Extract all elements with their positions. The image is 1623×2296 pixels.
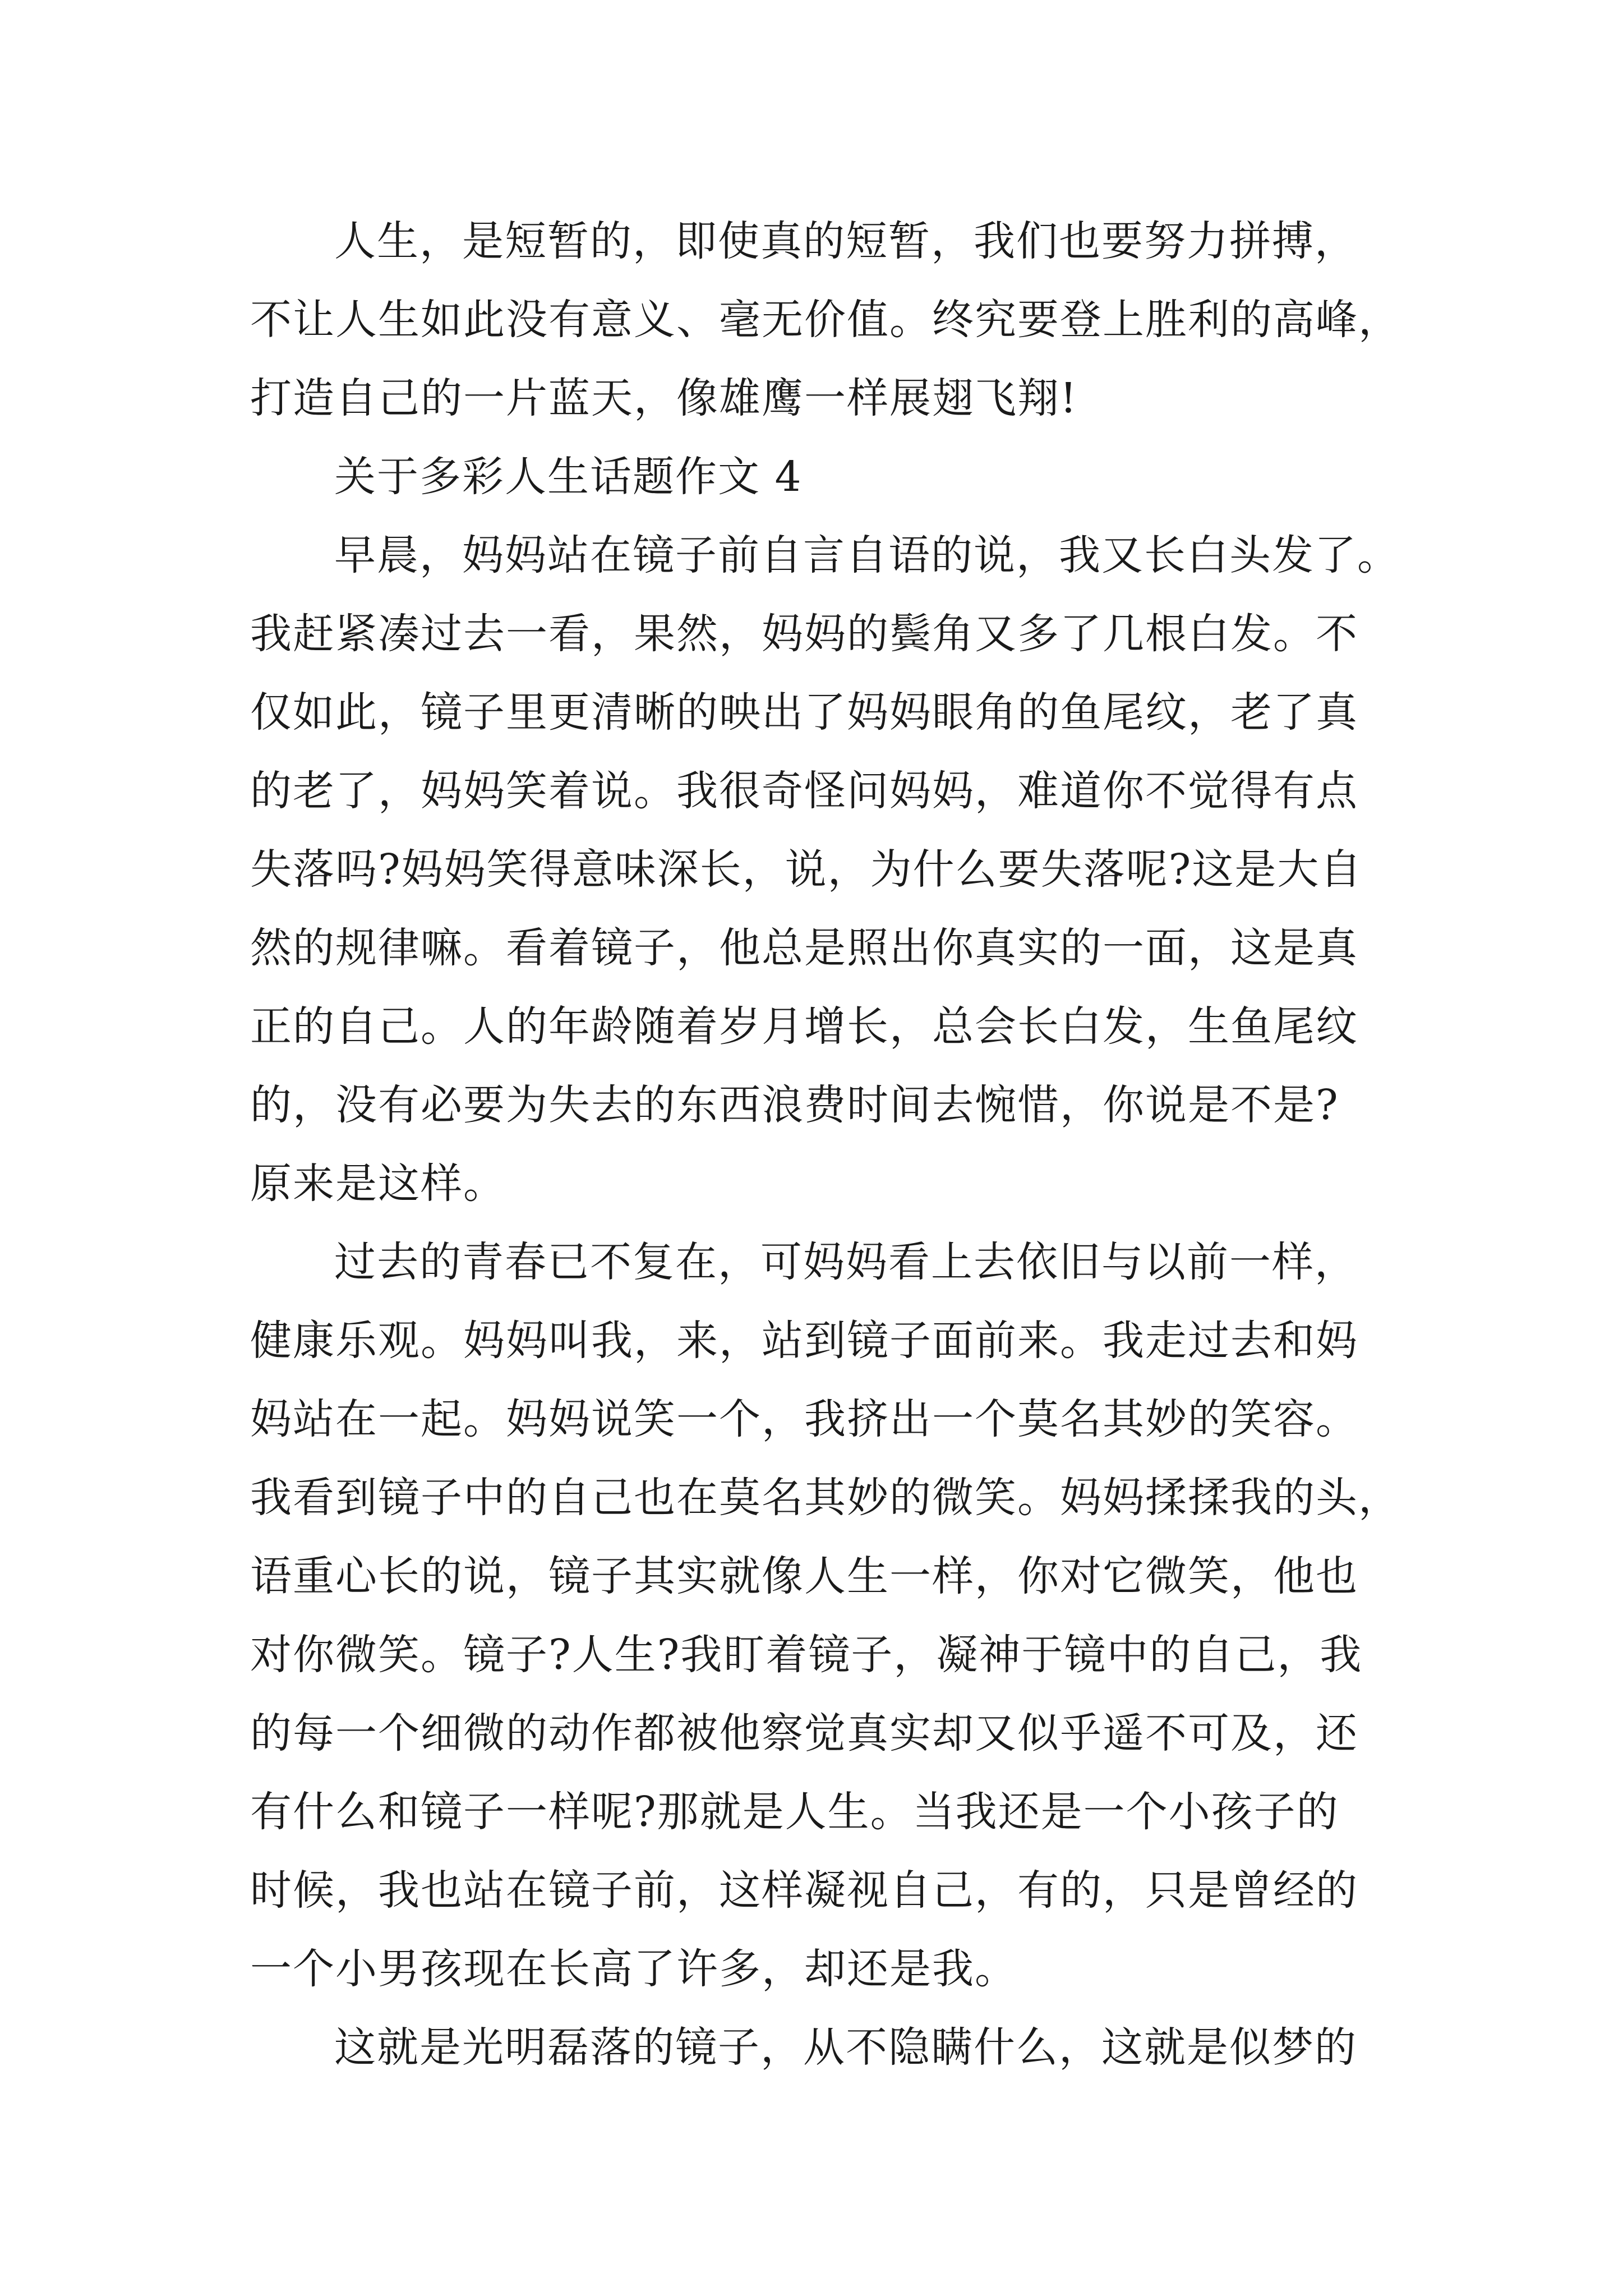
paragraph-line: 我赶紧凑过去一看，果然，妈妈的鬓角又多了几根白发。不: [250, 610, 1358, 658]
paragraph-line: 时候，我也站在镜子前，这样凝视自己，有的，只是曾经的: [250, 1866, 1358, 1915]
paragraph-line: 早晨，妈妈站在镜子前自言自语的说，我又长白头发了。: [334, 531, 1400, 579]
paragraph-line: 语重心长的说，镜子其实就像人生一样，你对它微笑，他也: [250, 1552, 1358, 1600]
paragraph-1: [250, 202, 1422, 438]
paragraph-line: 的老了，妈妈笑着说。我很奇怪问妈妈，难道你不觉得有点: [250, 767, 1358, 815]
paragraph-line: 打造自己的一片蓝天，像雄鹰一样展翅飞翔!: [250, 374, 1078, 422]
document-body: [250, 202, 1422, 2087]
paragraph-line: 的，没有必要为失去的东西浪费时间去惋惜，你说是不是?: [250, 1081, 1339, 1129]
paragraph-line: 然的规律嘛。看着镜子，他总是照出你真实的一面，这是真: [250, 924, 1358, 972]
paragraph-line: 我看到镜子中的自己也在莫名其妙的微笑。妈妈揉揉我的头，: [250, 1474, 1401, 1522]
paragraph-line: 妈站在一起。妈妈说笑一个，我挤出一个莫名其妙的笑容。: [250, 1395, 1358, 1443]
paragraph-3: [250, 1223, 1422, 2008]
paragraph-4: [250, 2008, 1422, 2087]
essay-heading: [250, 438, 1422, 516]
paragraph-line: 人生，是短暂的，即使真的短暂，我们也要努力拼搏，: [334, 217, 1357, 265]
paragraph-line: 的每一个细微的动作都被他察觉真实却又似乎遥不可及，还: [250, 1709, 1358, 1757]
paragraph-line: 仅如此，镜子里更清晰的映出了妈妈眼角的鱼尾纹，老了真: [250, 688, 1358, 737]
paragraph-line: 不让人生如此没有意义、毫无价值。终究要登上胜利的高峰，: [250, 296, 1401, 344]
paragraph-line: 健康乐观。妈妈叫我，来，站到镜子面前来。我走过去和妈: [250, 1317, 1358, 1365]
paragraph-line: 失落吗?妈妈笑得意味深长，说，为什么要失落呢?这是大自: [250, 845, 1363, 894]
paragraph-line: 正的自己。人的年龄随着岁月增长，总会长白发，生鱼尾纹: [250, 1002, 1358, 1051]
paragraph-line: 一个小男孩现在长高了许多，却还是我。: [250, 1945, 1017, 1993]
heading-text: 关于多彩人生话题作文 4: [334, 453, 803, 501]
paragraph-2: [250, 516, 1422, 1223]
paragraph-line: 这就是光明磊落的镜子，从不隐瞒什么，这就是似梦的: [334, 2023, 1357, 2072]
paragraph-line: 过去的青春已不复在，可妈妈看上去依旧与以前一样，: [334, 1238, 1357, 1286]
paragraph-line: 有什么和镜子一样呢?那就是人生。当我还是一个小孩子的: [250, 1788, 1339, 1836]
paragraph-line: 原来是这样。: [250, 1159, 506, 1208]
paragraph-line: 对你微笑。镜子?人生?我盯着镜子，凝神于镜中的自己，我: [250, 1631, 1363, 1679]
